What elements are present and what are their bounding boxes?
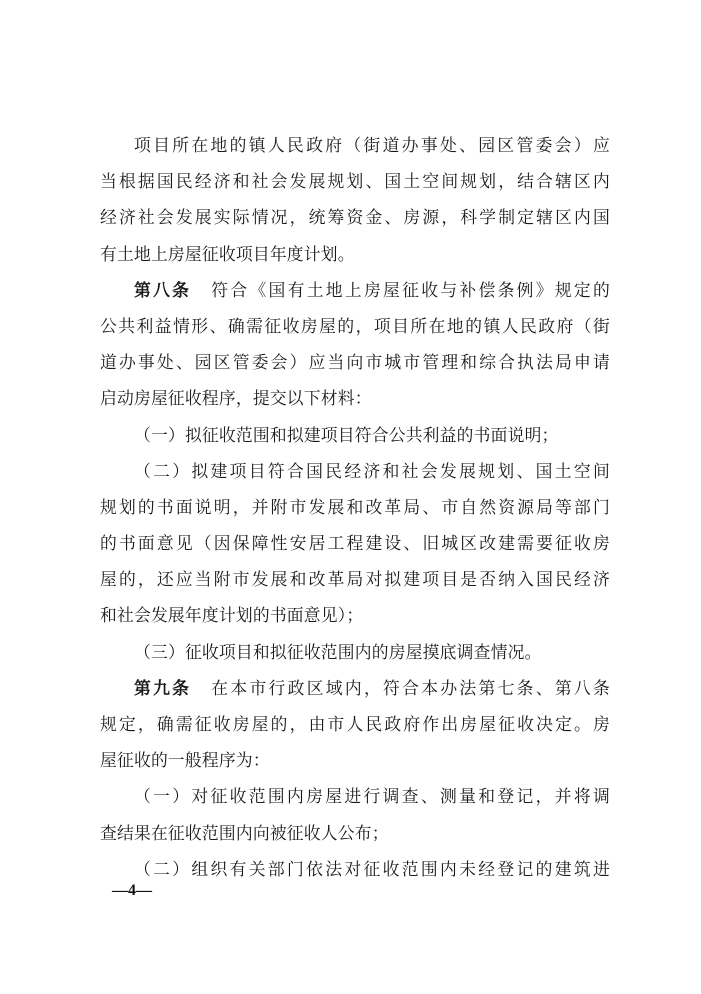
line-text: 道办事处、园区管委会）应当向市城市管理和综合执法局申请 — [100, 352, 610, 373]
line-text: 公共利益情形、确需征收房屋的，项目所在地的镇人民政府（街 — [100, 315, 610, 336]
document-body — [100, 127, 610, 887]
line-text: （二）拟建项目符合国民经济和社会发展规划、国土空间 — [134, 460, 610, 481]
text-line — [100, 344, 610, 380]
article-9-heading-line — [100, 670, 610, 706]
text-line — [100, 742, 610, 778]
line-text: （一）对征收范围内房屋进行调查、测量和登记，并将调 — [134, 786, 610, 807]
line-text: 在本市行政区域内，符合本办法第七条、第八条 — [211, 677, 610, 698]
article-8-heading-line — [100, 272, 610, 308]
text-line — [100, 380, 610, 416]
text-line — [100, 561, 610, 597]
text-line — [100, 489, 610, 525]
line-text: 经济社会发展实际情况，统筹资金、房源，科学制定辖区内国 — [100, 207, 610, 228]
line-text: 当根据国民经济和社会发展规划、国土空间规划，结合辖区内 — [100, 171, 610, 192]
text-line — [100, 127, 610, 163]
page-number: —4— — [112, 882, 152, 899]
line-text: 的书面意见（因保障性安居工程建设、旧城区改建需要征收房 — [100, 533, 610, 554]
article-8-label: 第八条 — [134, 279, 192, 300]
line-text: 屋的，还应当附市发展和改革局对拟建项目是否纳入国民经济 — [100, 569, 610, 590]
line-text: 启动房屋征收程序，提交以下材料： — [100, 388, 372, 409]
text-line — [100, 525, 610, 561]
text-line — [100, 851, 610, 887]
text-line — [100, 163, 610, 199]
line-text: （二）组织有关部门依法对征收范围内未经登记的建筑进 — [134, 858, 610, 879]
line-text: 和社会发展年度计划的书面意见）； — [100, 605, 364, 626]
text-line — [100, 453, 610, 489]
text-line — [100, 634, 610, 670]
text-line — [100, 706, 610, 742]
line-text: 有土地上房屋征收项目年度计划。 — [100, 243, 355, 264]
text-line — [100, 417, 610, 453]
text-line — [100, 199, 610, 235]
text-line — [100, 815, 610, 851]
text-line — [100, 778, 610, 814]
line-text: （一）拟征收范围和拟建项目符合公共利益的书面说明； — [134, 424, 559, 445]
line-text: 项目所在地的镇人民政府（街道办事处、园区管委会）应 — [134, 135, 610, 155]
article-9-label: 第九条 — [134, 677, 192, 698]
line-text: 规定，确需征收房屋的，由市人民政府作出房屋征收决定。房 — [100, 714, 610, 734]
line-text: 符合《国有土地上房屋征收与补偿条例》规定的 — [211, 279, 610, 300]
text-line — [100, 597, 610, 633]
line-text: （三）征收项目和拟征收范围内的房屋摸底调查情况。 — [134, 641, 542, 662]
line-text: 规划的书面说明，并附市发展和改革局、市自然资源局等部门 — [100, 496, 610, 517]
line-text: 屋征收的一般程序为： — [100, 750, 270, 771]
line-text: 查结果在征收范围内向被征收人公布； — [100, 822, 389, 843]
text-line — [100, 236, 610, 272]
text-line — [100, 308, 610, 344]
